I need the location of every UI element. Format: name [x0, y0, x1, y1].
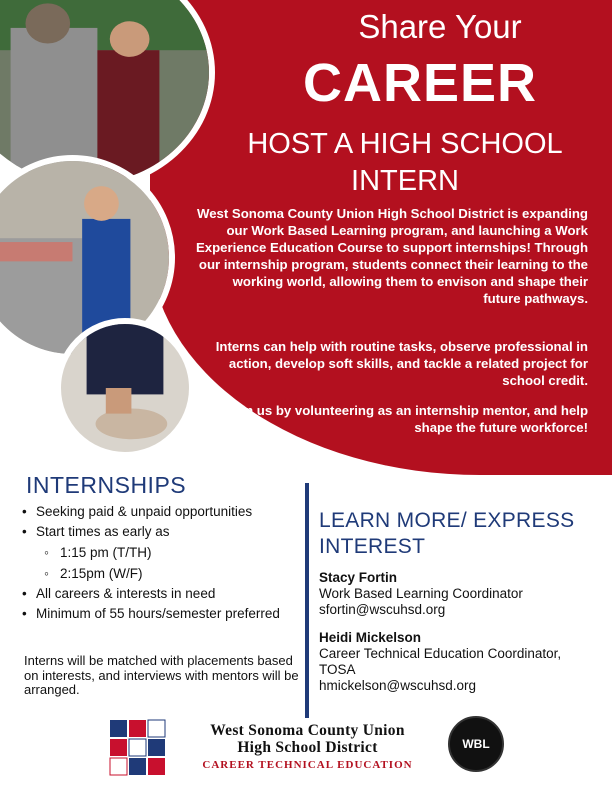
contact-role: Career Technical Education Coordinator, TOSA [319, 646, 562, 677]
intro-paragraph-3: Join us by volunteering as an internship mentor, and help shape the future workforce! [226, 403, 588, 435]
contact-name: Stacy Fortin [319, 570, 398, 585]
district-name-line1: West Sonoma County Union [210, 722, 405, 739]
title-line1: Share Your [358, 8, 522, 45]
contact-role: Work Based Learning Coordinator [319, 586, 523, 601]
contact-email[interactable]: sfortin@wscuhsd.org [319, 602, 446, 617]
title-line2: CAREER [302, 53, 538, 113]
column-divider [305, 483, 309, 718]
internships-heading: INTERNSHIPS [26, 472, 187, 498]
sub-list-item: ◦ 1:15 pm (T/TH) [22, 542, 302, 563]
matching-note: Interns will be matched with placements based on interests, and interviews with mentors will be arranged. [24, 653, 299, 697]
list-item: • Start times as early as [22, 522, 302, 542]
contact-card [319, 630, 599, 694]
list-item: • Seeking paid & unpaid opportunities [22, 502, 302, 522]
list-item: • All careers & interests in need [22, 584, 302, 604]
intro-paragraph-1: West Sonoma County Union High School District is expanding our Work Based Learning program, and launching a Work Experience Education Course to support internships! Through our internship program, students connect their learning to the working world, allowing them to envison and shape their future pathways. [196, 206, 588, 306]
department-name: CAREER TECHNICAL EDUCATION [202, 759, 413, 771]
contact-email[interactable]: hmickelson@wscuhsd.org [319, 678, 477, 693]
intro-paragraph-2: Interns can help with routine tasks, observe professional in action, develop soft skills, and tackle a related project for school credit. [215, 339, 588, 388]
list-item: • Minimum of 55 hours/semester preferred [22, 604, 302, 624]
internships-list [22, 502, 302, 624]
district-name-line2: High School District [237, 739, 378, 756]
learn-more-heading: LEARN MORE/ EXPRESS INTEREST [319, 509, 575, 558]
wbl-badge-icon [448, 716, 504, 772]
subtitle: HOST A HIGH SCHOOL INTERN [247, 128, 563, 197]
cte-logo-icon [108, 718, 168, 780]
contact-card [319, 570, 599, 618]
wbl-badge-label: WBL [462, 737, 490, 751]
district-footer [175, 722, 440, 771]
photo-cpr-training [55, 318, 195, 458]
contact-name: Heidi Mickelson [319, 630, 422, 645]
sub-list-item: ◦ 2:15pm (W/F) [22, 563, 302, 584]
